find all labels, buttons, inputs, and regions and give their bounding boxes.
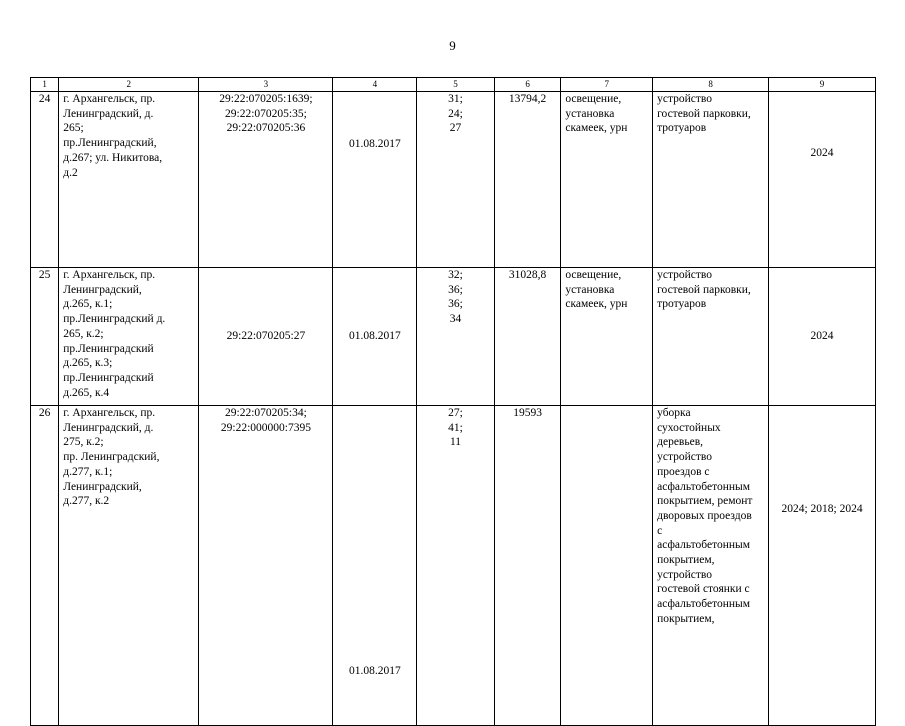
address-line: пр.Ленинградский	[63, 342, 154, 355]
works-line: устройство	[657, 269, 713, 281]
works-line: тротуаров	[657, 122, 707, 135]
cadastral-number: 29:22:070205:34;	[225, 407, 307, 419]
years-cell: 2024; 2018; 2024	[769, 406, 876, 726]
works-line: асфальтобетонным	[657, 598, 751, 611]
cadastral-number: 29:22:070205:1639;	[219, 93, 313, 105]
works-line: гостевой стоянки с	[657, 583, 750, 596]
works-line: сухостойных	[657, 421, 721, 434]
cadastral-number: 29:22:070205:35;	[225, 107, 307, 120]
col-header: 7	[561, 78, 653, 92]
works-line: освещение,	[565, 93, 622, 105]
col-header: 6	[494, 78, 561, 92]
works-line: покрытием, ремонт	[657, 495, 753, 508]
page-number: 9	[449, 38, 456, 53]
address-line: д.277, к.1;	[63, 465, 113, 478]
works-line: асфальтобетонным	[657, 480, 751, 493]
address-cell	[59, 268, 199, 406]
table-row	[31, 268, 876, 406]
cadastral-cell	[199, 406, 333, 726]
works-line: установка	[565, 283, 615, 296]
col-header: 9	[769, 78, 876, 92]
address-line: Ленинградский, д.	[63, 421, 154, 434]
works-line: тротуаров	[657, 298, 707, 311]
works-line: покрытием,	[657, 554, 715, 567]
works-line: асфальтобетонным	[657, 539, 751, 552]
address-line: Ленинградский,	[63, 480, 142, 493]
address-line: пр.Ленинградский	[63, 371, 154, 384]
date-cell: 01.08.2017	[333, 268, 417, 406]
col-header: 8	[653, 78, 769, 92]
works-line: устройство	[657, 93, 713, 105]
col-header: 2	[59, 78, 199, 92]
works-line: скамеек, урн	[565, 122, 628, 135]
works-line: устройство	[657, 451, 713, 464]
works-line: дворовых проездов	[657, 509, 752, 522]
address-line: Ленинградский, д.	[63, 107, 154, 120]
works-extra-cell	[653, 92, 769, 268]
address-line: 265;	[63, 122, 84, 135]
address-line: г. Архангельск, пр.	[63, 93, 156, 105]
years-cell: 2024	[769, 92, 876, 268]
cadastral-number: 29:22:000000:7395	[220, 421, 311, 434]
area-cell: 13794,2	[494, 92, 561, 268]
works-line: освещение,	[565, 269, 622, 281]
cadastral-cell	[199, 92, 333, 268]
register-table	[30, 77, 876, 726]
address-line: г. Архангельск, пр.	[63, 269, 156, 281]
table-row	[31, 92, 876, 268]
address-line: д.2	[63, 166, 78, 179]
col5-value: 31;	[448, 93, 463, 105]
works-line: гостевой парковки,	[657, 283, 751, 296]
works-basic-cell	[561, 268, 653, 406]
works-line: установка	[565, 107, 615, 120]
cadastral-cell	[199, 268, 333, 406]
row-number: 24	[31, 92, 59, 268]
col5-value: 27;	[448, 407, 463, 419]
address-line: д.267; ул. Никитова,	[63, 151, 163, 164]
column-number-row	[31, 78, 876, 92]
col5-value: 27	[449, 122, 462, 135]
works-extra-cell	[653, 268, 769, 406]
col-header: 5	[417, 78, 495, 92]
works-line: покрытием,	[657, 612, 715, 625]
works-line: с	[657, 524, 663, 537]
col5-value: 11	[449, 436, 462, 449]
cadastral-number: 29:22:070205:27	[226, 330, 306, 343]
col5-cell	[417, 268, 495, 406]
col5-value: 34	[449, 313, 462, 326]
col-header: 3	[199, 78, 333, 92]
address-line: д.277, к.2	[63, 495, 110, 508]
address-cell	[59, 92, 199, 268]
works-line: уборка	[657, 407, 691, 419]
address-line: г. Архангельск, пр.	[63, 407, 156, 419]
address-line: пр.Ленинградский,	[63, 137, 157, 150]
address-line: д.265, к.4	[63, 386, 110, 399]
works-extra-cell	[653, 406, 769, 726]
address-line: пр. Ленинградский,	[63, 451, 160, 464]
table-row	[31, 406, 876, 726]
area-cell: 31028,8	[494, 268, 561, 406]
col5-value: 36;	[448, 283, 463, 296]
works-line: деревьев,	[657, 436, 704, 449]
col5-value: 41;	[448, 421, 463, 434]
col5-value: 32;	[448, 269, 463, 281]
years-cell: 2024	[769, 268, 876, 406]
address-line: д.265, к.3;	[63, 357, 113, 370]
address-line: д.265, к.1;	[63, 298, 113, 311]
date-cell: 01.08.2017	[333, 406, 417, 726]
address-cell	[59, 406, 199, 726]
col-header: 1	[31, 78, 59, 92]
address-line: Ленинградский,	[63, 283, 142, 296]
address-line: 275, к.2;	[63, 436, 104, 449]
col5-cell	[417, 92, 495, 268]
col-header: 4	[333, 78, 417, 92]
works-basic-cell	[561, 406, 653, 726]
works-line: устройство	[657, 568, 713, 581]
cadastral-number: 29:22:070205:36	[226, 122, 306, 135]
col5-value: 24;	[448, 107, 463, 120]
col5-value: 36;	[448, 298, 463, 311]
works-basic-cell	[561, 92, 653, 268]
col5-cell	[417, 406, 495, 726]
area-cell: 19593	[494, 406, 561, 726]
row-number: 26	[31, 406, 59, 726]
works-line: скамеек, урн	[565, 298, 628, 311]
row-number: 25	[31, 268, 59, 406]
works-line: гостевой парковки,	[657, 107, 751, 120]
works-line: проездов с	[657, 465, 710, 478]
date-cell: 01.08.2017	[333, 92, 417, 268]
address-line: пр.Ленинградский д.	[63, 313, 166, 326]
address-line: 265, к.2;	[63, 327, 104, 340]
